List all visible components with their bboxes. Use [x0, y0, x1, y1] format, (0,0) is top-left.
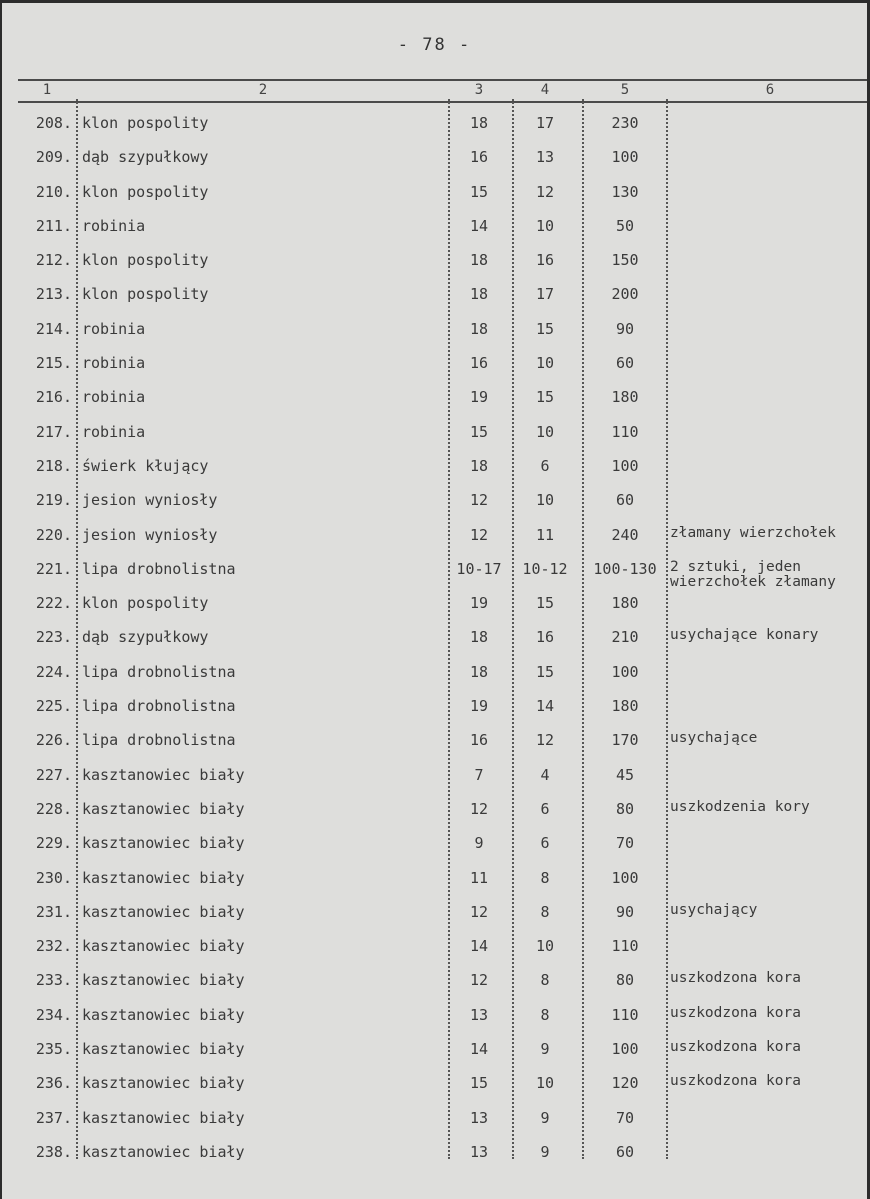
row-number: 227. [35, 765, 72, 784]
species-name: kasztanowiec biały [82, 1005, 245, 1024]
remarks: usychające konary [670, 627, 819, 644]
col-4-value: 15 [535, 662, 555, 681]
col-3-value: 19 [469, 594, 489, 613]
table-row [2, 176, 870, 210]
remarks: uszkodzona kora [670, 1004, 801, 1021]
col-4-value: 9 [540, 1142, 550, 1161]
col-5-value: 100 [611, 456, 639, 475]
row-number: 226. [35, 731, 72, 750]
col-3-value: 15 [469, 182, 489, 201]
col-4-value: 9 [540, 1040, 550, 1059]
col-5-value: 180 [611, 697, 639, 716]
col-3-value: 19 [469, 388, 489, 407]
col-5-value: 110 [611, 1005, 639, 1024]
header-col-4: 4 [540, 82, 550, 98]
species-name: lipa drobnolistna [82, 731, 236, 750]
row-number: 234. [35, 1005, 72, 1024]
table-row [2, 896, 870, 930]
row-number: 212. [35, 251, 72, 270]
page-number: - 78 - [397, 35, 472, 55]
species-name: kasztanowiec biały [82, 765, 245, 784]
col-5-value: 100 [611, 148, 639, 167]
col-5-value: 100-130 [593, 559, 657, 578]
row-number: 218. [35, 456, 72, 475]
col-5-value: 60 [615, 491, 635, 510]
col-4-value: 10 [535, 937, 555, 956]
table-row [2, 1033, 870, 1067]
species-name: kasztanowiec biały [82, 799, 245, 818]
row-number: 209. [35, 148, 72, 167]
table-row [2, 656, 870, 690]
col-4-value: 11 [535, 525, 555, 544]
col-5-value: 170 [611, 731, 639, 750]
row-number: 229. [35, 834, 72, 853]
col-4-value: 16 [535, 628, 555, 647]
species-name: klon pospolity [82, 251, 209, 270]
col-4-value: 13 [535, 148, 555, 167]
col-3-value: 13 [469, 1142, 489, 1161]
col-4-value: 10-12 [522, 559, 568, 578]
row-number: 228. [35, 799, 72, 818]
remarks: usychający [670, 901, 758, 918]
col-3-value: 7 [474, 765, 484, 784]
col-5-value: 80 [615, 971, 635, 990]
remarks: uszkodzona kora [670, 970, 801, 987]
col-4-value: 12 [535, 731, 555, 750]
row-number: 211. [35, 216, 72, 235]
row-number: 220. [35, 525, 72, 544]
species-name: kasztanowiec biały [82, 937, 245, 956]
row-number: 233. [35, 971, 72, 990]
col-5-value: 180 [611, 388, 639, 407]
row-number: 224. [35, 662, 72, 681]
species-name: robinia [82, 388, 146, 407]
col-5-value: 110 [611, 422, 639, 441]
col-5-value: 70 [615, 834, 635, 853]
col-3-value: 15 [469, 422, 489, 441]
col-5-value: 110 [611, 937, 639, 956]
remarks: złamany wierzchołek [670, 524, 836, 541]
col-5-value: 120 [611, 1074, 639, 1093]
col-5-value: 210 [611, 628, 639, 647]
table-row [2, 484, 870, 518]
col-3-value: 14 [469, 1040, 489, 1059]
row-number: 215. [35, 354, 72, 373]
row-number: 237. [35, 1108, 72, 1127]
table-row [2, 347, 870, 381]
species-name: dąb szypułkowy [82, 628, 209, 647]
header-col-6: 6 [765, 82, 775, 98]
table-row [2, 759, 870, 793]
col-4-value: 10 [535, 422, 555, 441]
col-4-value: 8 [540, 868, 550, 887]
col-3-value: 12 [469, 525, 489, 544]
col-3-value: 12 [469, 902, 489, 921]
species-name: kasztanowiec biały [82, 1074, 245, 1093]
row-number: 217. [35, 422, 72, 441]
col-5-value: 45 [615, 765, 635, 784]
col-3-value: 13 [469, 1005, 489, 1024]
row-number: 219. [35, 491, 72, 510]
table-row [2, 724, 870, 758]
remarks: uszkodzona kora [670, 1073, 801, 1090]
species-name: robinia [82, 422, 146, 441]
table-row [2, 964, 870, 998]
col-3-value: 16 [469, 731, 489, 750]
table-row [2, 1136, 870, 1170]
col-5-value: 130 [611, 182, 639, 201]
col-4-value: 12 [535, 182, 555, 201]
table-row [2, 1102, 870, 1136]
col-5-value: 90 [615, 319, 635, 338]
species-name: jesion wyniosły [82, 491, 218, 510]
table-row [2, 862, 870, 896]
col-3-value: 15 [469, 1074, 489, 1093]
species-name: klon pospolity [82, 285, 209, 304]
table-row [2, 999, 870, 1033]
col-3-value: 19 [469, 697, 489, 716]
col-5-value: 240 [611, 525, 639, 544]
col-4-value: 10 [535, 354, 555, 373]
col-3-value: 14 [469, 216, 489, 235]
col-3-value: 18 [469, 456, 489, 475]
col-3-value: 16 [469, 148, 489, 167]
table-row [2, 141, 870, 175]
table-row [2, 278, 870, 312]
col-4-value: 4 [540, 765, 550, 784]
col-3-value: 18 [469, 662, 489, 681]
header-col-3: 3 [474, 82, 484, 98]
col-4-value: 15 [535, 388, 555, 407]
table-row [2, 313, 870, 347]
species-name: kasztanowiec biały [82, 1108, 245, 1127]
header-col-2: 2 [258, 82, 268, 98]
col-5-value: 150 [611, 251, 639, 270]
col-4-value: 15 [535, 594, 555, 613]
col-5-value: 180 [611, 594, 639, 613]
species-name: kasztanowiec biały [82, 1142, 245, 1161]
species-name: lipa drobnolistna [82, 662, 236, 681]
table-row [2, 690, 870, 724]
col-3-value: 12 [469, 799, 489, 818]
species-name: świerk kłujący [82, 456, 209, 475]
col-3-value: 16 [469, 354, 489, 373]
col-4-value: 17 [535, 114, 555, 132]
col-5-value: 230 [611, 114, 639, 132]
species-name: kasztanowiec biały [82, 834, 245, 853]
remarks: uszkodzenia kory [670, 798, 810, 815]
table-row [2, 244, 870, 278]
col-3-value: 18 [469, 628, 489, 647]
species-name: kasztanowiec biały [82, 971, 245, 990]
row-number: 222. [35, 594, 72, 613]
col-4-value: 10 [535, 491, 555, 510]
species-name: robinia [82, 354, 146, 373]
row-number: 221. [35, 559, 72, 578]
table-row [2, 1067, 870, 1101]
col-3-value: 14 [469, 937, 489, 956]
col-3-value: 11 [469, 868, 489, 887]
table-row [2, 930, 870, 964]
species-name: klon pospolity [82, 182, 209, 201]
table-row [2, 210, 870, 244]
col-3-value: 12 [469, 971, 489, 990]
col-3-value: 18 [469, 319, 489, 338]
row-number: 232. [35, 937, 72, 956]
col-5-value: 70 [615, 1108, 635, 1127]
species-name: klon pospolity [82, 114, 209, 132]
table-row [2, 107, 870, 141]
col-5-value: 100 [611, 662, 639, 681]
col-4-value: 16 [535, 251, 555, 270]
row-number: 210. [35, 182, 72, 201]
col-3-value: 13 [469, 1108, 489, 1127]
col-4-value: 6 [540, 456, 550, 475]
row-number: 216. [35, 388, 72, 407]
col-4-value: 6 [540, 834, 550, 853]
col-5-value: 100 [611, 868, 639, 887]
col-5-value: 80 [615, 799, 635, 818]
table-row [2, 416, 870, 450]
col-4-value: 8 [540, 971, 550, 990]
table-row [2, 450, 870, 484]
table-row [2, 621, 870, 655]
species-name: kasztanowiec biały [82, 868, 245, 887]
col-3-value: 9 [474, 834, 484, 853]
col-4-value: 10 [535, 216, 555, 235]
col-5-value: 50 [615, 216, 635, 235]
col-3-value: 18 [469, 285, 489, 304]
col-5-value: 90 [615, 902, 635, 921]
species-name: kasztanowiec biały [82, 902, 245, 921]
row-number: 231. [35, 902, 72, 921]
col-3-value: 18 [469, 251, 489, 270]
row-number: 208. [35, 114, 72, 132]
species-name: kasztanowiec biały [82, 1040, 245, 1059]
row-number: 225. [35, 697, 72, 716]
row-number: 223. [35, 628, 72, 647]
remarks: uszkodzona kora [670, 1039, 801, 1056]
species-name: dąb szypułkowy [82, 148, 209, 167]
col-4-value: 15 [535, 319, 555, 338]
row-number: 213. [35, 285, 72, 304]
col-4-value: 8 [540, 902, 550, 921]
species-name: robinia [82, 319, 146, 338]
table-row [2, 553, 870, 590]
remarks: 2 sztuki, jeden wierzchołek złamany [670, 558, 836, 590]
species-name: lipa drobnolistna [82, 697, 236, 716]
col-5-value: 60 [615, 1142, 635, 1161]
table-header [18, 79, 870, 103]
header-col-1: 1 [42, 82, 52, 98]
row-number: 238. [35, 1142, 72, 1161]
col-4-value: 9 [540, 1108, 550, 1127]
col-4-value: 17 [535, 285, 555, 304]
species-name: klon pospolity [82, 594, 209, 613]
species-name: jesion wyniosły [82, 525, 218, 544]
row-number: 214. [35, 319, 72, 338]
table-body [2, 107, 870, 1170]
row-number: 235. [35, 1040, 72, 1059]
col-4-value: 14 [535, 697, 555, 716]
col-5-value: 60 [615, 354, 635, 373]
col-3-value: 18 [469, 114, 489, 132]
row-number: 230. [35, 868, 72, 887]
table-row [2, 793, 870, 827]
table-row [2, 587, 870, 621]
col-5-value: 200 [611, 285, 639, 304]
table-row [2, 827, 870, 861]
table-row [2, 381, 870, 415]
col-4-value: 6 [540, 799, 550, 818]
species-name: robinia [82, 216, 146, 235]
header-col-5: 5 [620, 82, 630, 98]
row-number: 236. [35, 1074, 72, 1093]
col-3-value: 10-17 [456, 559, 502, 578]
col-4-value: 10 [535, 1074, 555, 1093]
col-5-value: 100 [611, 1040, 639, 1059]
col-4-value: 8 [540, 1005, 550, 1024]
table-row [2, 519, 870, 553]
col-3-value: 12 [469, 491, 489, 510]
remarks: usychające [670, 730, 758, 747]
species-name: lipa drobnolistna [82, 559, 236, 578]
